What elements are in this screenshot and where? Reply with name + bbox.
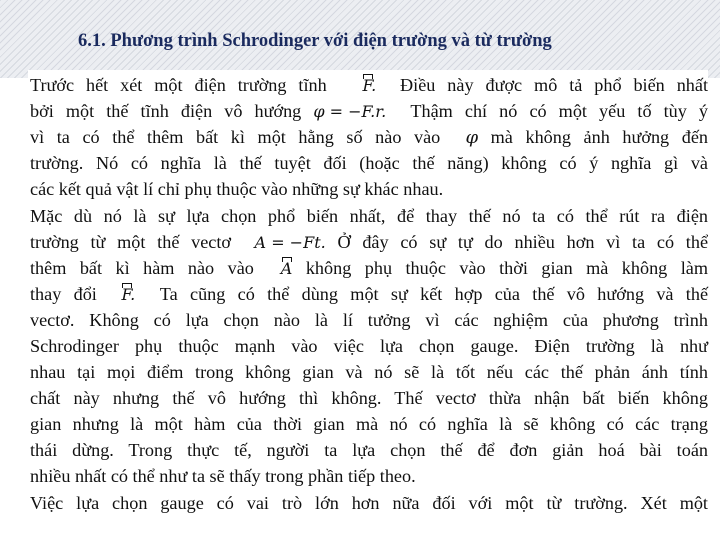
text-line-17: Việc lựa chọn gauge có vai trò lớn hơn nữa đối với một từ trường. Xét một [30, 493, 708, 513]
text-line-1 [30, 72, 708, 98]
text-line-9 [30, 281, 708, 307]
equation-vector-potential: A = −Ft. [254, 233, 326, 252]
text-line-15: thái dừng. Trong thực tế, người ta lựa chọn thế để đơn giản hoá bài toán [30, 440, 708, 460]
text-line-7 [30, 229, 708, 255]
text-line-3 [30, 124, 708, 150]
text-segment: Trước hết xét một điện trường tĩnh [30, 75, 327, 95]
slide-body [28, 70, 708, 538]
text-line-2 [30, 98, 708, 124]
text-line-6: Mặc dù nó là sự lựa chọn phổ biến nhất, để thay thế nó ta có thể rút ra điện [30, 206, 708, 226]
text-segment: mà không ảnh hưởng đến [490, 127, 708, 147]
text-segment: thêm bất kì hàm nào vào [30, 258, 254, 278]
text-line-16: nhiều nhất có thể như ta sẽ thấy trong phần tiếp theo. [30, 466, 416, 486]
text-line-8 [30, 255, 708, 281]
equation-field-F: F. [121, 285, 136, 304]
text-line-14: gian nhưng là một hàm của thời gian mà nó có nghĩa là sẽ không có các trạng [30, 414, 708, 434]
equation-A: A [280, 259, 293, 278]
text-line-11: Schrodinger phụ thuộc mạnh vào việc lựa chọn gauge. Điện trường là như [30, 336, 708, 356]
text-line-12: nhau tại mọi điểm trong không gian và nó sẽ là tốt nếu các thế phản ánh tính [30, 362, 708, 382]
equation-phi: φ [465, 127, 479, 148]
text-line-4: trường. Nó có nghĩa là thế tuyệt đối (hoặc thế năng) không có ý nghĩa gì và [30, 153, 708, 173]
text-segment: bởi một thế tĩnh điện vô hướng [30, 101, 302, 121]
text-segment: trường từ một thế vectơ [30, 232, 232, 252]
text-segment: Ta cũng có thể dùng một sự kết hợp của thế vô hướng và thế [159, 284, 709, 304]
text-line-13: chất này nhưng thế vô hướng thì không. Thế vectơ thừa nhận bất biến không [30, 388, 708, 408]
slide-title: 6.1. Phương trình Schrodinger với điện trường và từ trường [78, 31, 552, 51]
equation-scalar-potential: φ = −F.r. [313, 102, 387, 121]
text-line-5: các kết quả vật lí chỉ phụ thuộc vào những sự khác nhau. [30, 179, 444, 199]
text-segment: thay đổi [30, 284, 97, 304]
title-bar [0, 0, 720, 78]
text-segment: Thậm chí nó có một yếu tố tùy ý [410, 101, 709, 121]
text-segment: không phụ thuộc vào thời gian mà không làm [305, 258, 709, 278]
text-segment: vì ta có thể thêm bất kì một hằng số nào vào [30, 127, 441, 147]
text-segment: Điều này được mô tả phổ biến nhất [400, 75, 709, 95]
equation-field-F: F. [362, 76, 377, 95]
text-segment: Ở đây có sự tự do nhiều hơn vì ta có thể [337, 232, 709, 252]
text-line-10: vectơ. Không có lựa chọn nào là lí tưởng vì các nghiệm của phương trình [30, 310, 708, 330]
